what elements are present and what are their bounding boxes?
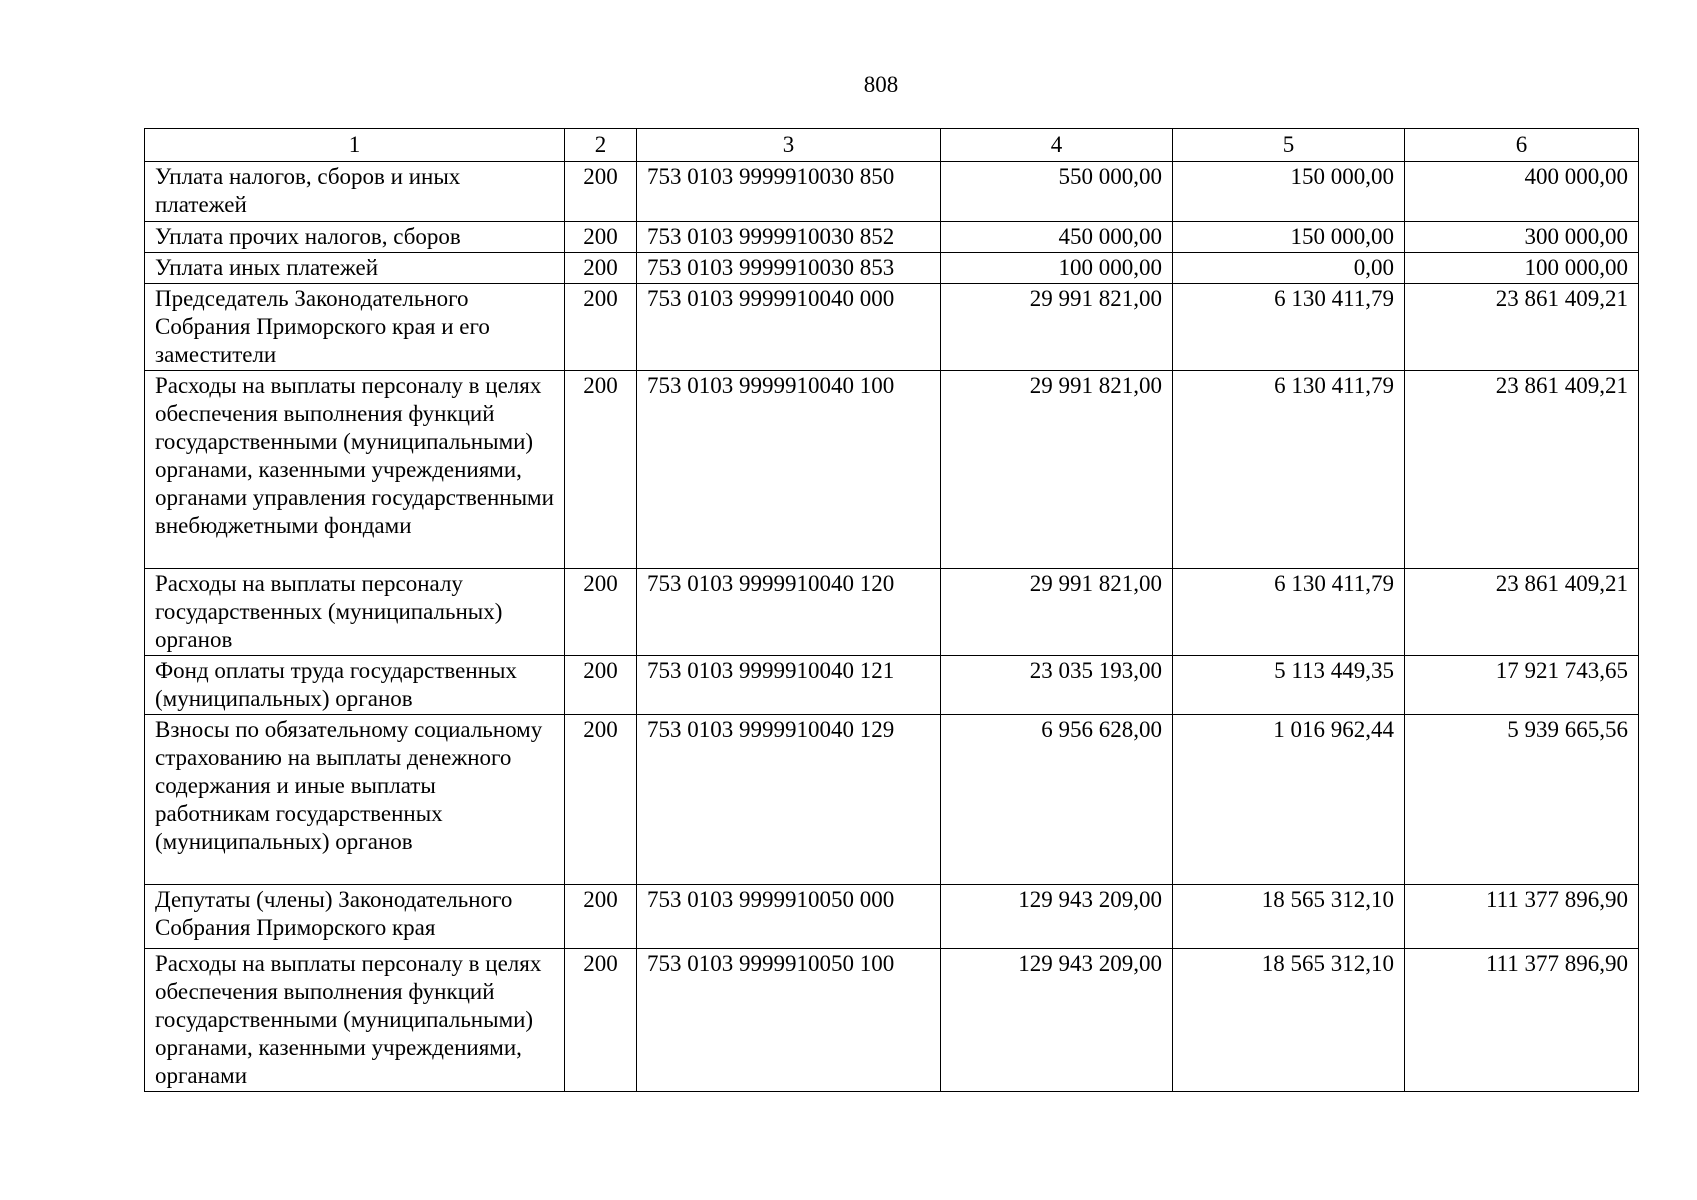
row-name-cell: Уплата прочих налогов, сборов xyxy=(145,222,565,253)
row-col4-cell: 100 000,00 xyxy=(941,253,1173,284)
table-row xyxy=(145,656,1639,715)
row-col4-cell: 29 991 821,00 xyxy=(941,569,1173,656)
column-header: 2 xyxy=(565,129,637,162)
table-row xyxy=(145,371,1639,569)
column-header: 3 xyxy=(637,129,941,162)
column-header: 1 xyxy=(145,129,565,162)
table-row xyxy=(145,284,1639,371)
table-row xyxy=(145,162,1639,222)
row-code-cell: 200 xyxy=(565,715,637,885)
row-col6-cell: 300 000,00 xyxy=(1405,222,1639,253)
row-col5-cell: 18 565 312,10 xyxy=(1173,885,1405,949)
row-col4-cell: 450 000,00 xyxy=(941,222,1173,253)
row-col4-cell: 29 991 821,00 xyxy=(941,284,1173,371)
row-code-cell: 200 xyxy=(565,656,637,715)
row-col5-cell: 1 016 962,44 xyxy=(1173,715,1405,885)
table-header-row xyxy=(145,129,1639,162)
row-name-cell: Председатель Законодательного Собрания Приморского края и его заместители xyxy=(145,284,565,371)
row-col5-cell: 0,00 xyxy=(1173,253,1405,284)
row-kbk-cell: 753 0103 9999910030 850 xyxy=(637,162,941,222)
row-kbk-cell: 753 0103 9999910050 100 xyxy=(637,949,941,1092)
row-col6-cell: 111 377 896,90 xyxy=(1405,885,1639,949)
row-col6-cell: 100 000,00 xyxy=(1405,253,1639,284)
row-name-cell: Расходы на выплаты персоналу государственных (муниципальных) органов xyxy=(145,569,565,656)
table-row xyxy=(145,253,1639,284)
row-kbk-cell: 753 0103 9999910040 000 xyxy=(637,284,941,371)
row-kbk-cell: 753 0103 9999910040 121 xyxy=(637,656,941,715)
column-header: 6 xyxy=(1405,129,1639,162)
row-code-cell: 200 xyxy=(565,569,637,656)
table-row xyxy=(145,715,1639,885)
row-name-cell: Взносы по обязательному социальному страхованию на выплаты денежного содержания и иные выплаты работникам государственных (муниципальных) органов xyxy=(145,715,565,885)
row-code-cell: 200 xyxy=(565,284,637,371)
row-col5-cell: 6 130 411,79 xyxy=(1173,284,1405,371)
row-col4-cell: 129 943 209,00 xyxy=(941,885,1173,949)
row-code-cell: 200 xyxy=(565,253,637,284)
row-col4-cell: 29 991 821,00 xyxy=(941,371,1173,569)
row-name-cell: Депутаты (члены) Законодательного Собрания Приморского края xyxy=(145,885,565,949)
row-col5-cell: 5 113 449,35 xyxy=(1173,656,1405,715)
row-name-cell: Фонд оплаты труда государственных (муниципальных) органов xyxy=(145,656,565,715)
row-col4-cell: 550 000,00 xyxy=(941,162,1173,222)
row-col6-cell: 400 000,00 xyxy=(1405,162,1639,222)
page-number: 808 xyxy=(863,72,899,97)
row-col5-cell: 6 130 411,79 xyxy=(1173,371,1405,569)
row-col6-cell: 23 861 409,21 xyxy=(1405,371,1639,569)
row-name-cell: Расходы на выплаты персоналу в целях обеспечения выполнения функций государственными (муниципальными) органами, казенными учреждениями, органами управления государственными внебюджетными фондами xyxy=(145,371,565,569)
row-code-cell: 200 xyxy=(565,222,637,253)
row-name-cell: Расходы на выплаты персоналу в целях обеспечения выполнения функций государственными (муниципальными) органами, казенными учреждениями, органами xyxy=(145,949,565,1092)
row-kbk-cell: 753 0103 9999910040 100 xyxy=(637,371,941,569)
budget-table xyxy=(144,128,1639,1092)
row-col5-cell: 6 130 411,79 xyxy=(1173,569,1405,656)
row-code-cell: 200 xyxy=(565,371,637,569)
row-kbk-cell: 753 0103 9999910030 852 xyxy=(637,222,941,253)
row-code-cell: 200 xyxy=(565,949,637,1092)
row-kbk-cell: 753 0103 9999910050 000 xyxy=(637,885,941,949)
table-row xyxy=(145,569,1639,656)
row-col6-cell: 23 861 409,21 xyxy=(1405,569,1639,656)
row-kbk-cell: 753 0103 9999910040 120 xyxy=(637,569,941,656)
row-col5-cell: 150 000,00 xyxy=(1173,162,1405,222)
row-kbk-cell: 753 0103 9999910030 853 xyxy=(637,253,941,284)
row-col5-cell: 18 565 312,10 xyxy=(1173,949,1405,1092)
row-code-cell: 200 xyxy=(565,162,637,222)
table-row xyxy=(145,885,1639,949)
column-header: 4 xyxy=(941,129,1173,162)
table-row xyxy=(145,222,1639,253)
row-col6-cell: 111 377 896,90 xyxy=(1405,949,1639,1092)
row-col5-cell: 150 000,00 xyxy=(1173,222,1405,253)
row-kbk-cell: 753 0103 9999910040 129 xyxy=(637,715,941,885)
row-name-cell: Уплата иных платежей xyxy=(145,253,565,284)
table-row xyxy=(145,949,1639,1092)
row-col4-cell: 129 943 209,00 xyxy=(941,949,1173,1092)
row-col6-cell: 23 861 409,21 xyxy=(1405,284,1639,371)
column-header: 5 xyxy=(1173,129,1405,162)
row-col4-cell: 23 035 193,00 xyxy=(941,656,1173,715)
row-col6-cell: 5 939 665,56 xyxy=(1405,715,1639,885)
row-code-cell: 200 xyxy=(565,885,637,949)
row-col4-cell: 6 956 628,00 xyxy=(941,715,1173,885)
row-col6-cell: 17 921 743,65 xyxy=(1405,656,1639,715)
row-name-cell: Уплата налогов, сборов и иных платежей xyxy=(145,162,565,222)
